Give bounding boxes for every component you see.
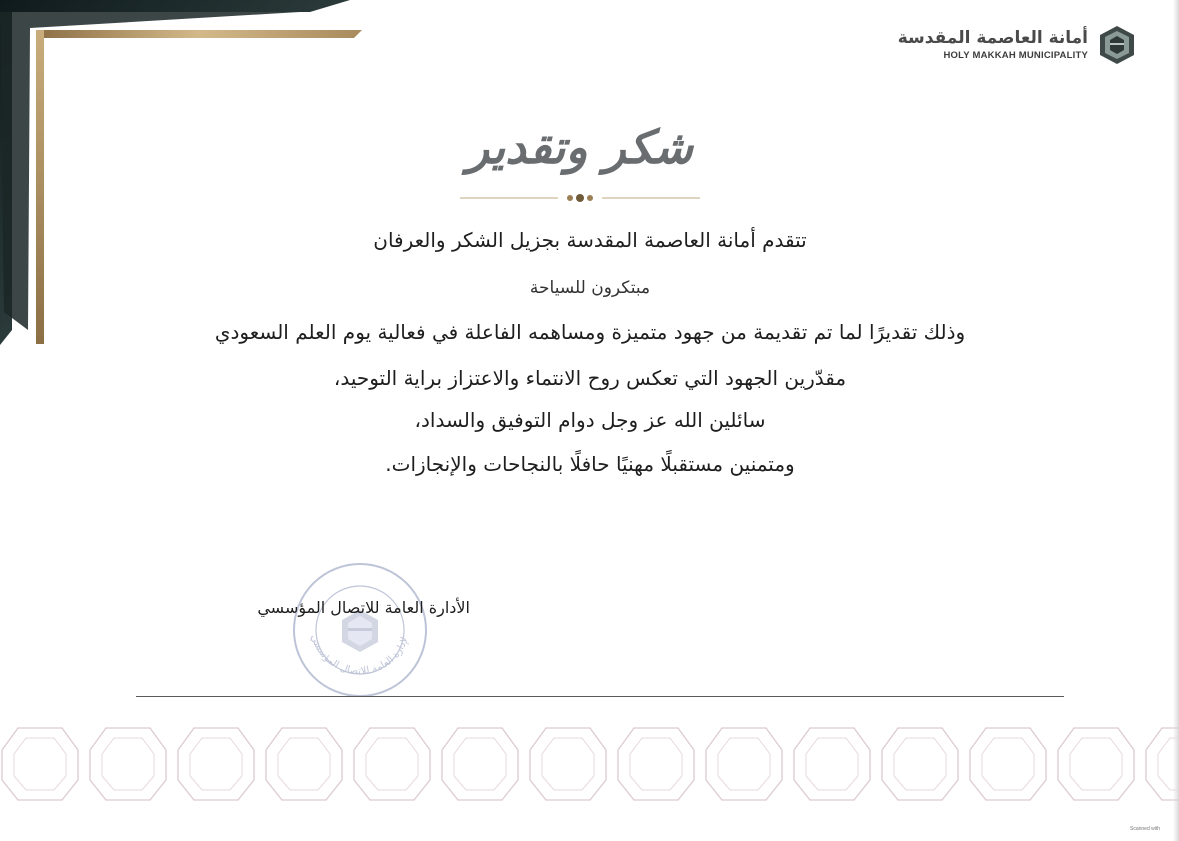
page-edge-shadow — [1173, 0, 1179, 841]
kaaba-geometric-icon — [1096, 24, 1138, 66]
pattern-hex-inner-shape — [190, 738, 242, 790]
footer-geometric-pattern — [0, 720, 1179, 810]
pattern-hex-shape — [882, 728, 958, 800]
pattern-hex-inner-shape — [542, 738, 594, 790]
logo-english-text: HOLY MAKKAH MUNICIPALITY — [943, 50, 1088, 61]
pattern-hex-inner-shape — [454, 738, 506, 790]
title-divider-ornament — [430, 186, 730, 210]
pattern-hex-shape — [442, 728, 518, 800]
pattern-hex-shape — [530, 728, 606, 800]
pattern-hex-inner-shape — [14, 738, 66, 790]
pattern-hex-inner-shape — [894, 738, 946, 790]
pattern-hex-shape — [706, 728, 782, 800]
pattern-hex-inner-shape — [806, 738, 858, 790]
pattern-hex-shape — [266, 728, 342, 800]
pattern-hex-shape — [618, 728, 694, 800]
stamp-bottom-text: الإدارة العامة للاتصال المؤسسي — [308, 633, 411, 678]
certificate-title-block — [430, 120, 730, 210]
pattern-hex-inner-shape — [278, 738, 330, 790]
footer-divider — [136, 696, 1064, 697]
pattern-hex-shape — [1146, 728, 1179, 800]
pattern-hex-shape — [2, 728, 78, 800]
pattern-hex-inner-shape — [1158, 738, 1179, 790]
pattern-hex-shape — [178, 728, 254, 800]
pattern-hex-shape — [794, 728, 870, 800]
official-stamp — [290, 552, 430, 702]
holy-makkah-logo — [897, 24, 1140, 68]
body-line-2: مقدّرين الجهود التي تعكس روح الانتماء والاعتزاز براية التوحيد، — [333, 366, 847, 390]
certificate-title: شكر وتقدير — [467, 120, 693, 174]
body-line-4: ومتمنين مستقبلًا مهنيًا حافلًا بالنجاحات والإنجازات. — [385, 452, 795, 476]
pattern-hex-shape — [1058, 728, 1134, 800]
signature-department: الأدارة العامة للاتصال المؤسسي — [257, 598, 470, 617]
scanner-watermark: Scanned with — [1129, 826, 1161, 832]
pattern-hex-inner-shape — [366, 738, 418, 790]
logo-arabic-text: أمانة العاصمة المقدسة — [897, 28, 1088, 48]
pattern-hex-inner-shape — [102, 738, 154, 790]
body-line-3: سائلين الله عز وجل دوام التوفيق والسداد، — [414, 408, 766, 432]
pattern-hex-shape — [90, 728, 166, 800]
pattern-hex-shape — [354, 728, 430, 800]
pattern-hex-inner-shape — [718, 738, 770, 790]
pattern-hex-inner-shape — [1070, 738, 1122, 790]
pattern-hex-shape — [970, 728, 1046, 800]
thanks-intro: تتقدم أمانة العاصمة المقدسة بجزيل الشكر والعرفان — [373, 228, 807, 252]
recipient-name: مبتكرون للسياحة — [529, 278, 651, 298]
pattern-hex-inner-shape — [630, 738, 682, 790]
body-line-1: وذلك تقديرًا لما تم تقديمة من جهود متميزة ومساهمه الفاعلة في فعالية يوم العلم السعودي — [214, 320, 966, 344]
pattern-hex-inner-shape — [982, 738, 1034, 790]
